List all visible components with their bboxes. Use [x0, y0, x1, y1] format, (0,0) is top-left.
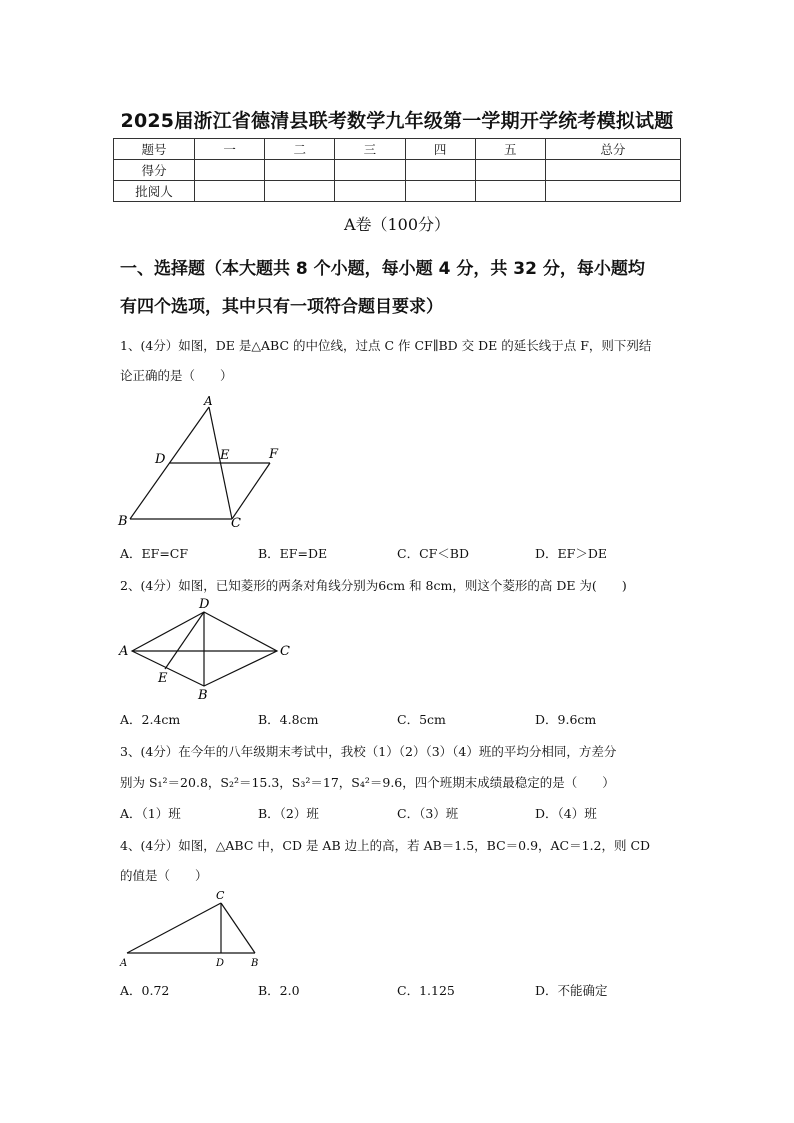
- header-cell: 题号: [114, 139, 195, 160]
- score-cell[interactable]: [475, 181, 545, 202]
- q3-option-d[interactable]: D．（4）班: [535, 806, 597, 821]
- score-cell[interactable]: [545, 181, 680, 202]
- header-cell: 二: [265, 139, 335, 160]
- q3-option-c[interactable]: C．（3）班: [397, 806, 459, 821]
- question-2-figure: [110, 595, 300, 705]
- header-cell: 一: [195, 139, 265, 160]
- paper-part-heading: A卷（100分）: [343, 215, 451, 234]
- label-b: B: [251, 958, 259, 969]
- row-label: 批阅人: [114, 181, 195, 202]
- score-cell[interactable]: [335, 160, 405, 181]
- q2-option-d[interactable]: D．9.6cm: [535, 712, 597, 727]
- question-1-text-line2: 论正确的是（ ）: [120, 368, 233, 383]
- score-cell[interactable]: [265, 160, 335, 181]
- score-cell[interactable]: [475, 160, 545, 181]
- score-cell[interactable]: [405, 181, 475, 202]
- label-a: A: [120, 958, 128, 969]
- q1-option-d[interactable]: D．EF＞DE: [535, 546, 607, 561]
- header-cell: 三: [335, 139, 405, 160]
- q2-option-b[interactable]: B．4.8cm: [258, 712, 319, 727]
- q4-option-b[interactable]: B．2.0: [258, 983, 300, 998]
- question-2-text: 2、(4分）如图，已知菱形的两条对角线分别为6cm 和 8cm，则这个菱形的高 DE 为( ): [120, 578, 627, 593]
- q1-option-c[interactable]: C．CF＜BD: [397, 546, 470, 561]
- label-c: C: [280, 644, 290, 659]
- score-cell[interactable]: [405, 160, 475, 181]
- label-b: B: [118, 514, 128, 529]
- label-d: D: [155, 452, 166, 467]
- label-b: B: [198, 688, 208, 703]
- q3-option-a[interactable]: A．（1）班: [120, 806, 181, 821]
- label-e: E: [158, 671, 168, 686]
- question-4-text-line2: 的值是（ ）: [120, 868, 208, 883]
- label-f: F: [269, 447, 279, 462]
- score-cell[interactable]: [335, 181, 405, 202]
- question-3-text-line2: 别为 S₁²＝20.8，S₂²＝15.3，S₃²＝17，S₄²＝9.6，四个班期末成绩最稳定的是（ ）: [120, 775, 615, 790]
- header-cell: 四: [405, 139, 475, 160]
- score-table-header-row: [114, 139, 681, 160]
- question-3-text-line1: 3、(4分）在今年的八年级期末考试中，我校（1）（2）（3）（4）班的平均分相同，方差分: [120, 744, 617, 759]
- label-e: E: [220, 448, 230, 463]
- header-cell: 总分: [545, 139, 680, 160]
- q4-option-d[interactable]: D．不能确定: [535, 983, 608, 998]
- row-label: 得分: [114, 160, 195, 181]
- score-cell[interactable]: [545, 160, 680, 181]
- question-1-figure: [110, 390, 300, 530]
- question-4-text-line1: 4、(4分）如图，△ABC 中，CD 是 AB 边上的高，若 AB＝1.5，BC＝0.9，AC＝1.2，则 CD: [120, 838, 651, 853]
- score-row: [114, 160, 681, 181]
- score-cell[interactable]: [265, 181, 335, 202]
- q3-option-b[interactable]: B．（2）班: [258, 806, 319, 821]
- q2-option-a[interactable]: A．2.4cm: [120, 712, 181, 727]
- score-cell[interactable]: [195, 160, 265, 181]
- score-cell[interactable]: [195, 181, 265, 202]
- question-1-text-line1: 1、(4分）如图，DE 是△ABC 的中位线，过点 C 作 CF∥BD 交 DE 的延长线于点 F，则下列结: [120, 338, 652, 353]
- q4-option-a[interactable]: A．0.72: [120, 983, 170, 998]
- label-d: D: [216, 958, 225, 969]
- label-a: A: [204, 394, 213, 408]
- page-title: 2025届浙江省德清县联考数学九年级第一学期开学统考模拟试题: [120, 110, 674, 132]
- reviewer-row: [114, 181, 681, 202]
- label-c: C: [231, 516, 241, 530]
- label-c: C: [216, 889, 225, 902]
- q2-option-c[interactable]: C．5cm: [397, 712, 446, 727]
- score-table: [113, 138, 681, 202]
- section-heading-line1: 一、选择题（本大题共 8 个小题，每小题 4 分，共 32 分，每小题均: [120, 259, 645, 279]
- label-a: A: [119, 644, 129, 659]
- section-heading-line2: 有四个选项，其中只有一项符合题目要求）: [120, 297, 443, 317]
- question-4-figure: [112, 888, 272, 970]
- q4-option-c[interactable]: C．1.125: [397, 983, 455, 998]
- header-cell: 五: [475, 139, 545, 160]
- label-d: D: [199, 597, 210, 612]
- q1-option-b[interactable]: B．EF=DE: [258, 546, 328, 561]
- q1-option-a[interactable]: A．EF=CF: [120, 546, 189, 561]
